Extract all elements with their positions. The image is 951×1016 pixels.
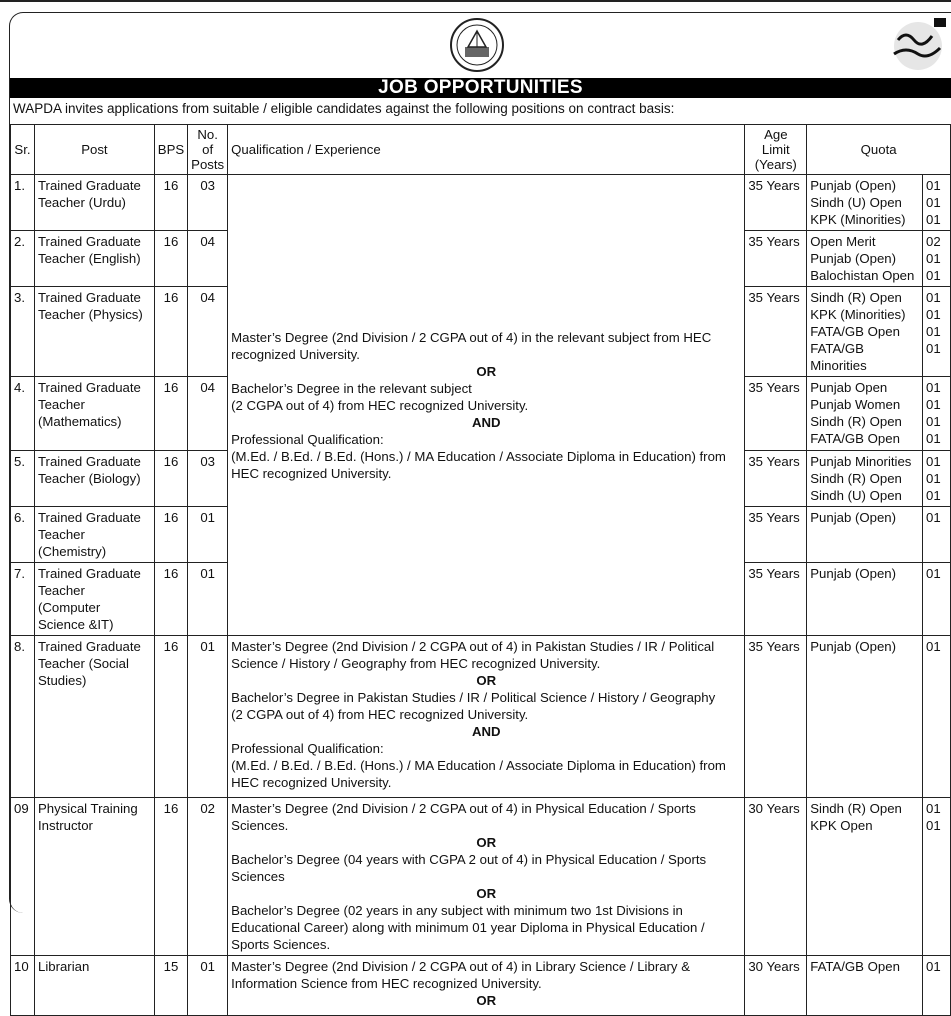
table-row [11, 956, 951, 1016]
row-post: Trained Graduate Teacher (Social Studies) [34, 636, 154, 798]
row-bps: 16 [154, 231, 187, 287]
row-posts: 04 [188, 377, 228, 451]
quota-count: 01 [925, 178, 941, 193]
row-quota [807, 377, 923, 451]
qual-line: Master’s Degree (2nd Division / 2 CGPA out of 4) in Library Science / Library & Information Science from HEC recognized University. [231, 959, 690, 991]
col-posts-b: Posts [191, 157, 225, 172]
row-qualification [228, 175, 745, 636]
row-quota-count: 01 [922, 563, 950, 636]
row-quota-count: 01 [922, 507, 950, 563]
row-posts: 02 [188, 798, 228, 956]
top-rule [0, 0, 951, 2]
row-qualification [228, 956, 745, 1016]
row-age: 30 Years [745, 956, 807, 1016]
row-post: Trained Graduate Teacher (Urdu) [34, 175, 154, 231]
page-title: JOB OPPORTUNITIES [10, 78, 951, 98]
col-age-a: Age Limit [761, 127, 790, 157]
quota-count: 01 [925, 431, 941, 446]
quota-item: Punjab Women [810, 397, 901, 412]
row-quota-count: 01 [922, 636, 950, 798]
quota-count: 01 [925, 212, 941, 227]
col-posts-a: No. of [197, 127, 218, 157]
quota-item: KPK (Minorities) [810, 307, 906, 322]
quota-item: Punjab Open [810, 380, 888, 395]
table-header-row [11, 125, 951, 175]
qual-line: (M.Ed. / B.Ed. / B.Ed. (Hons.) / MA Education / Associate Diploma in Education) from HEC recognized University. [231, 758, 726, 790]
table-row [11, 798, 951, 956]
table-row [11, 636, 951, 798]
row-age: 35 Years [745, 507, 807, 563]
qual-or: OR [476, 363, 497, 379]
quota-count: 01 [925, 454, 941, 469]
row-post: Trained Graduate Teacher (Computer Science &IT) [34, 563, 154, 636]
row-age: 35 Years [745, 231, 807, 287]
row-posts: 03 [188, 451, 228, 507]
quota-count: 01 [925, 471, 941, 486]
row-posts: 01 [188, 507, 228, 563]
row-posts: 01 [188, 956, 228, 1016]
row-quota [807, 451, 923, 507]
qual-line: Professional Qualification: [231, 741, 384, 756]
wapda-emblem-icon [448, 17, 506, 73]
row-bps: 16 [154, 451, 187, 507]
qual-line: Bachelor’s Degree in Pakistan Studies / IR / Political Science / History / Geography [231, 690, 716, 705]
row-sr: 4. [11, 377, 35, 451]
row-qualification [228, 798, 745, 956]
quota-item: FATA/GB Open [810, 431, 900, 446]
table-row [11, 175, 951, 231]
quota-item: Balochistan Open [810, 268, 915, 283]
row-posts: 01 [188, 563, 228, 636]
row-age: 35 Years [745, 287, 807, 377]
row-sr: 7. [11, 563, 35, 636]
quota-count: 01 [925, 307, 941, 322]
row-bps: 16 [154, 175, 187, 231]
intro-text: WAPDA invites applications from suitable / eligible candidates against the following positions on contract basis: [13, 101, 675, 116]
row-quota-count: 01 [922, 956, 950, 1016]
row-quota-count [922, 377, 950, 451]
row-sr: 3. [11, 287, 35, 377]
row-quota-count [922, 231, 950, 287]
row-post: Trained Graduate Teacher (Biology) [34, 451, 154, 507]
row-quota-count [922, 451, 950, 507]
row-posts: 04 [188, 231, 228, 287]
row-age: 35 Years [745, 377, 807, 451]
row-post: Physical Training Instructor [34, 798, 154, 956]
qual-and: AND [471, 414, 501, 430]
quota-item: Sindh (R) Open [810, 414, 902, 429]
quota-count: 01 [925, 290, 941, 305]
quota-item: Sindh (U) Open [810, 488, 902, 503]
row-quota: Punjab (Open) [807, 507, 923, 563]
row-bps: 16 [154, 563, 187, 636]
qual-line: (2 CGPA out of 4) from HEC recognized University. [231, 397, 529, 413]
quota-item: Sindh (U) Open [810, 195, 902, 210]
quota-count: 01 [925, 195, 941, 210]
quota-count: 01 [925, 488, 941, 503]
quota-item: Open Merit [810, 234, 876, 249]
col-bps: BPS [154, 125, 187, 175]
quota-item: Punjab (Open) [810, 251, 897, 266]
row-sr: 2. [11, 231, 35, 287]
row-quota: FATA/GB Open [807, 956, 923, 1016]
qual-line: (2 CGPA out of 4) from HEC recognized University. [231, 707, 529, 722]
qual-line: Master’s Degree (2nd Division / 2 CGPA out of 4) in Pakistan Studies / IR / Political Science / History / Geography from HEC recognized University. [231, 639, 715, 671]
row-quota: Punjab (Open) [807, 636, 923, 798]
quota-item: Sindh (R) Open [810, 801, 902, 816]
quota-count: 01 [925, 324, 941, 339]
row-sr: 5. [11, 451, 35, 507]
row-sr: 8. [11, 636, 35, 798]
quota-item: Punjab Minorities [810, 454, 912, 469]
quota-count: 01 [925, 268, 941, 283]
row-quota [807, 287, 923, 377]
qual-or: OR [476, 886, 497, 901]
qual-line: Master’s Degree (2nd Division / 2 CGPA out of 4) in Physical Education / Sports Sciences. [231, 801, 696, 833]
row-post: Librarian [34, 956, 154, 1016]
col-sr: Sr. [11, 125, 35, 175]
row-sr: 09 [11, 798, 35, 956]
col-age [745, 125, 807, 175]
quota-count: 01 [925, 818, 941, 833]
row-post: Trained Graduate Teacher (Chemistry) [34, 507, 154, 563]
qual-line: Master’s Degree (2nd Division / 2 CGPA out of 4) in the relevant subject from HEC recognized University. [231, 329, 712, 362]
row-quota-count [922, 798, 950, 956]
row-bps: 16 [154, 636, 187, 798]
azm-e-istehkam-logo [880, 16, 950, 70]
quota-count: 01 [925, 801, 941, 816]
row-posts: 04 [188, 287, 228, 377]
quota-count: 01 [925, 341, 941, 356]
row-bps: 16 [154, 798, 187, 956]
row-post: Trained Graduate Teacher (Physics) [34, 287, 154, 377]
row-bps: 15 [154, 956, 187, 1016]
col-qual: Qualification / Experience [228, 125, 745, 175]
qual-and: AND [471, 724, 501, 739]
qual-line: (M.Ed. / B.Ed. / B.Ed. (Hons.) / MA Education / Associate Diploma in Education) from HEC recognized University. [231, 448, 726, 481]
quota-item: FATA/GB Minorities [810, 341, 867, 373]
row-posts: 01 [188, 636, 228, 798]
quota-item: FATA/GB Open [810, 324, 900, 339]
row-bps: 16 [154, 287, 187, 377]
row-quota: Punjab (Open) [807, 563, 923, 636]
row-post: Trained Graduate Teacher (English) [34, 231, 154, 287]
row-age: 35 Years [745, 563, 807, 636]
row-quota [807, 175, 923, 231]
row-quota [807, 231, 923, 287]
qual-or: OR [476, 993, 497, 1008]
row-quota [807, 798, 923, 956]
row-posts: 03 [188, 175, 228, 231]
quota-item: KPK Open [810, 818, 873, 833]
col-posts [188, 125, 228, 175]
quota-count: 01 [925, 414, 941, 429]
qual-line: Professional Qualification: [231, 431, 384, 447]
jobs-table [10, 124, 951, 1016]
row-age: 30 Years [745, 798, 807, 956]
qual-line: Bachelor’s Degree (04 years with CGPA 2 out of 4) in Physical Education / Sports Sciences [231, 852, 707, 884]
col-post: Post [34, 125, 154, 175]
row-age: 35 Years [745, 451, 807, 507]
qual-or: OR [476, 835, 497, 850]
row-sr: 1. [11, 175, 35, 231]
qual-line: Bachelor’s Degree in the relevant subject [231, 380, 472, 396]
row-age: 35 Years [745, 636, 807, 798]
quota-count: 02 [925, 234, 941, 249]
quota-item: Sindh (R) Open [810, 290, 902, 305]
row-quota-count [922, 287, 950, 377]
quota-item: Punjab (Open) [810, 178, 897, 193]
quota-item: KPK (Minorities) [810, 212, 906, 227]
qual-line: Bachelor’s Degree (02 years in any subject with minimum two 1st Divisions in Educational Career) along with minimum 01 year Diploma in Physical Education / Sports Sciences. [231, 903, 705, 952]
row-age: 35 Years [745, 175, 807, 231]
quota-count: 01 [925, 380, 941, 395]
qual-or: OR [476, 673, 497, 688]
col-quota: Quota [807, 125, 951, 175]
row-qualification [228, 636, 745, 798]
col-age-b: (Years) [754, 157, 797, 172]
row-bps: 16 [154, 507, 187, 563]
quota-item: Sindh (R) Open [810, 471, 902, 486]
quota-count: 01 [925, 251, 941, 266]
quota-count: 01 [925, 397, 941, 412]
row-post: Trained Graduate Teacher (Mathematics) [34, 377, 154, 451]
row-quota-count [922, 175, 950, 231]
row-sr: 6. [11, 507, 35, 563]
row-sr: 10 [11, 956, 35, 1016]
row-bps: 16 [154, 377, 187, 451]
